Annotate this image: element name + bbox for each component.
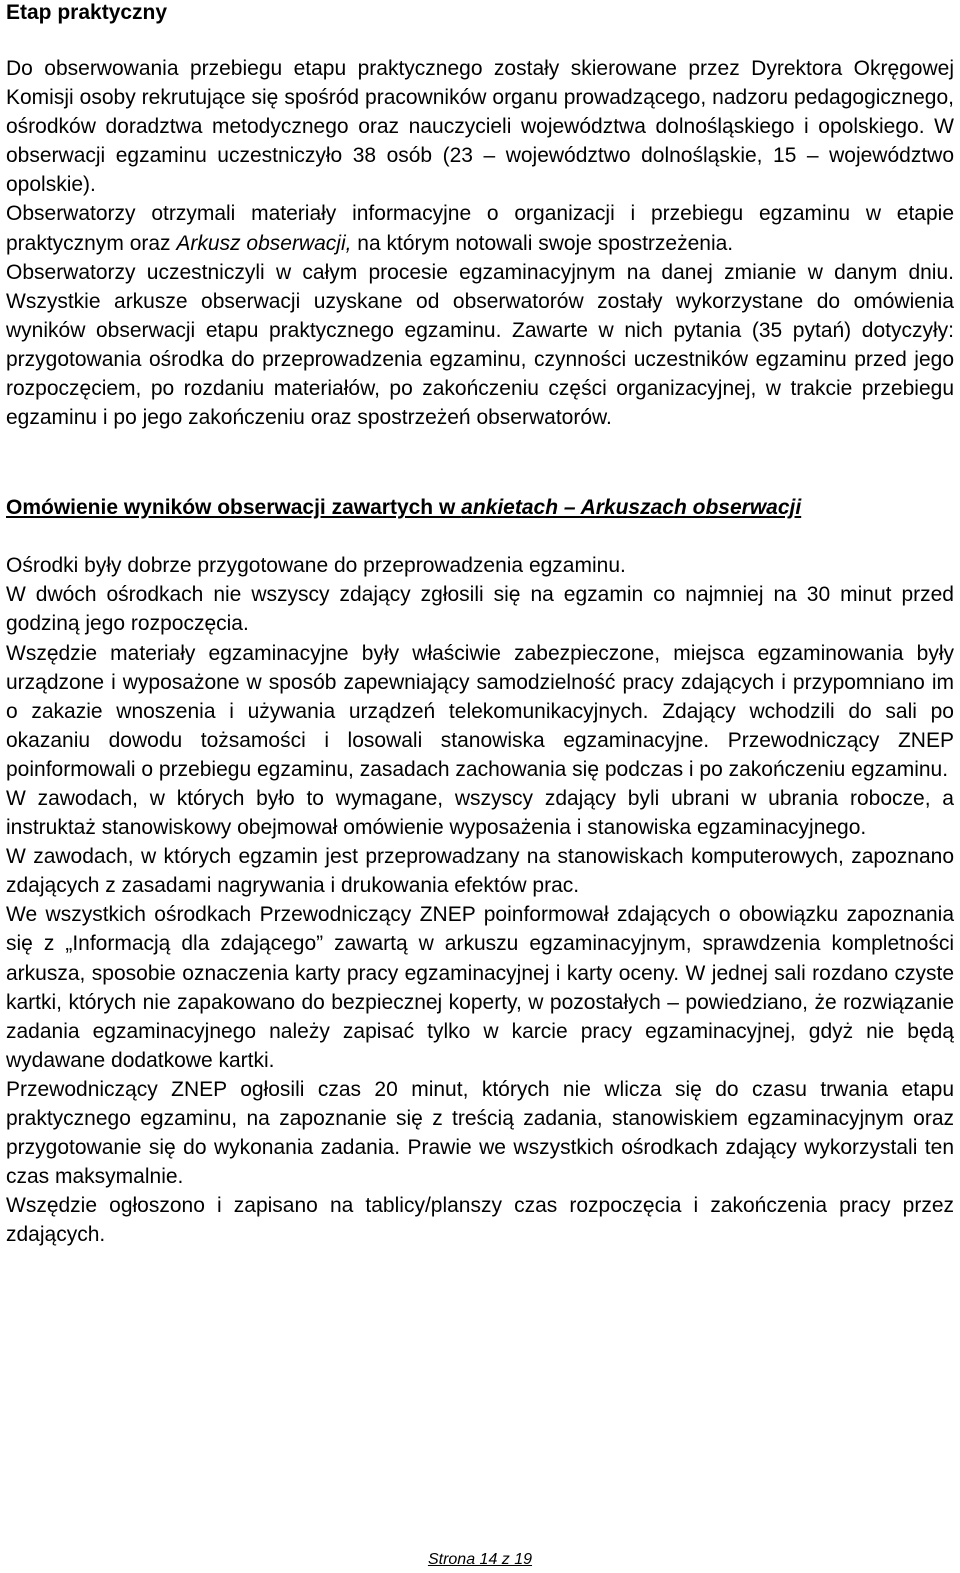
- section-heading: [6, 493, 954, 522]
- intro-paragraph-2-italic: Arkusz obserwacji,: [176, 231, 352, 255]
- results-section: [6, 493, 954, 1249]
- page-title: Etap praktyczny: [6, 1, 168, 24]
- intro-paragraph-3: Obserwatorzy uczestniczyli w całym procesie egzaminacyjnym na danej zmianie w danym dniu. Wszystkie arkusze obserwacji uzyskane od obserwatorów zostały wykorzystane do omówienia wyników obserwacji etapu praktycznego egzaminu. Zawarte w nich pytania (35 pytań) dotyczyły: przygotowania ośrodka do przeprowadzenia egzaminu, czynności uczestników egzaminu przed jego rozpoczęciem, po rozdaniu materiałów, po zakończeniu części organizacyjnej, w trakcie przebiegu egzaminu i po jego zakończeniu oraz spostrzeżeń obserwatorów.: [6, 260, 954, 430]
- result-paragraph: W zawodach, w których było to wymagane, wszyscy zdający byli ubrani w ubrania robocze, a instruktaż stanowiskowy obejmował omówienie wyposażenia i stanowiska egzaminacyjnego.: [6, 786, 954, 840]
- result-paragraph: W dwóch ośrodkach nie wszyscy zdający zgłosili się na egzamin co najmniej na 30 minut przed godziną jego rozpoczęcia.: [6, 583, 954, 636]
- intro-paragraph-2-text-a: Obserwatorzy otrzymali materiały informacyjne o organizacji i przebiegu egzaminu w etapie praktycznym oraz: [6, 202, 954, 255]
- document-page: [6, 0, 954, 1249]
- result-paragraph: Przewodniczący ZNEP ogłosili czas 20 minut, których nie wlicza się do czasu trwania etapu praktycznego egzaminu, na zapoznanie się z treścią zadania, stanowiskiem egzaminacyjnym oraz przygotowanie się do wykonania zadania. Prawie we wszystkich ośrodkach zdający wykorzystali ten czas maksymalnie.: [6, 1077, 954, 1189]
- intro-paragraph-2: [6, 199, 954, 257]
- result-paragraph: Wszędzie materiały egzaminacyjne były właściwie zabezpieczone, miejsca egzaminowania były urządzone i wyposażone w sposób zapewniający samodzielność pracy zdających i przypomniano im o zakazie wnoszenia i używania urządzeń telekomunikacyjnych. Zdający wchodzili do sali po okazaniu dowodu tożsamości i losowali stanowiska egzaminacyjne. Przewodniczący ZNEP poinformowali o przebiegu egzaminu, zasadach zachowania się podczas i po zakończeniu egzaminu.: [6, 641, 954, 781]
- intro-paragraph-2-text-b: na którym notowali swoje spostrzeżenia.: [351, 231, 734, 255]
- result-paragraph: Wszędzie ogłoszono i zapisano na tablicy/planszy czas rozpoczęcia i zakończenia pracy przez zdających.: [6, 1194, 954, 1247]
- intro-paragraph-1: Do obserwowania przebiegu etapu praktycznego zostały skierowane przez Dyrektora Okręgowej Komisji osoby rekrutujące się spośród pracowników organu prowadzącego, nadzoru pedagogicznego, ośrodków doradztwa metodycznego oraz nauczycieli województwa dolnośląskiego i opolskiego. W obserwacji egzaminu uczestniczyło 38 osób (23 – województwo dolnośląskie, 15 – województwo opolskie).: [6, 57, 954, 197]
- section-heading-part1: Omówienie wyników obserwacji zawartych w: [6, 496, 462, 520]
- results-paragraphs: [6, 551, 954, 1249]
- intro-section: [6, 54, 954, 432]
- page-number-footer: Strona 14 z 19: [427, 1551, 533, 1568]
- result-paragraph: W zawodach, w których egzamin jest przeprowadzany na stanowiskach komputerowych, zapoznano zdających z zasadami nagrywania i drukowania efektów prac.: [6, 845, 954, 898]
- result-paragraph: We wszystkich ośrodkach Przewodniczący ZNEP poinformował zdających o obowiązku zapoznania się z „Informacją dla zdającego” zawartą w arkuszu egzaminacyjnym, sprawdzenia kompletności arkusza, sposobie oznaczenia karty pracy egzaminacyjnej i karty oceny. W jednej sali rozdano czyste kartki, których nie zapakowano do bezpiecznej koperty, w pozostałych – powiedziano, że rozwiązanie zadania egzaminacyjnego należy zapisać tylko w karcie pracy egzaminacyjnej, gdyż nie będą wydawane dodatkowe kartki.: [6, 903, 954, 1072]
- result-paragraph: Ośrodki były dobrze przygotowane do przeprowadzenia egzaminu.: [6, 554, 626, 578]
- section-heading-part2: ankietach – Arkuszach obserwacji: [461, 496, 802, 520]
